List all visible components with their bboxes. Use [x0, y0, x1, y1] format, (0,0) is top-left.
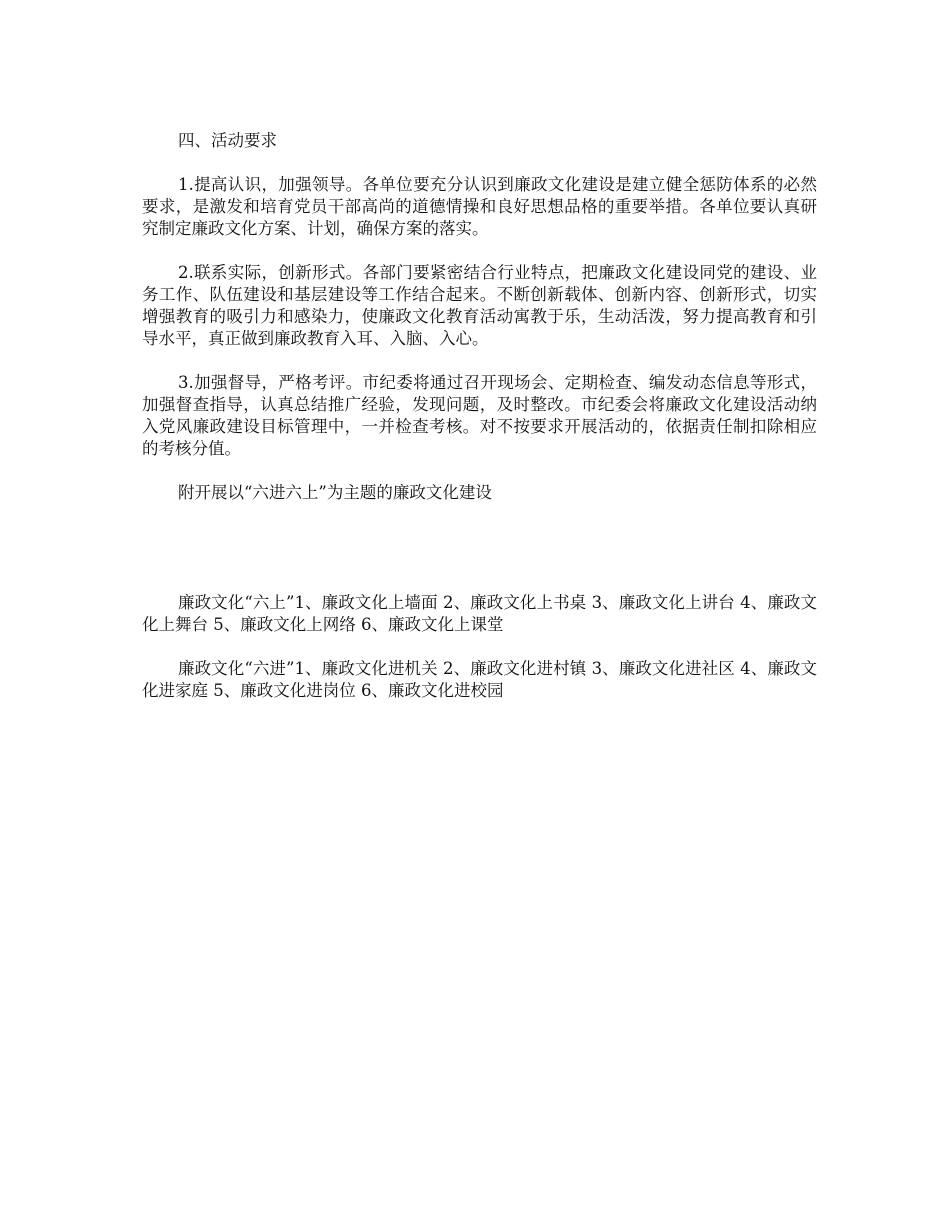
attachment-title: 附开展以“六进六上”为主题的廉政文化建设	[178, 483, 492, 502]
paragraph-requirement-3: 3.加强督导，严格考评。市纪委将通过召开现场会、定期检查、编发动态信息等形式，加强督查指导，认真总结推广经验，发现问题，及时整改。市纪委会将廉政文化建设活动纳入党风廉政建设目标管理中，一并检查考核。对不按要求开展活动的，依据责任制扣除相应的考核分值。	[142, 373, 817, 458]
paragraph-requirement-1: 1.提高认识，加强领导。各单位要充分认识到廉政文化建设是建立健全惩防体系的必然要求，是激发和培育党员干部高尚的道德情操和良好思想品格的重要举措。各单位要认真研究制定廉政文化方案、计划，确保方案的落实。	[142, 175, 817, 238]
document-page	[142, 130, 817, 702]
list-six-up: 廉政文化“六上”1、廉政文化上墙面 2、廉政文化上书桌 3、廉政文化上讲台 4、廉政文化上舞台 5、廉政文化上网络 6、廉政文化上课堂	[142, 593, 817, 634]
section-heading: 四、活动要求	[178, 131, 277, 150]
paragraph-requirement-2: 2.联系实际，创新形式。各部门要紧密结合行业特点，把廉政文化建设同党的建设、业务工作、队伍建设和基层建设等工作结合起来。不断创新载体、创新内容、创新形式，切实增强教育的吸引力和感染力，使廉政文化教育活动寓教于乐，生动活泼，努力提高教育和引导水平，真正做到廉政教育入耳、入脑、入心。	[142, 263, 817, 348]
blank-space	[142, 504, 817, 592]
list-six-in: 廉政文化“六进”1、廉政文化进机关 2、廉政文化进村镇 3、廉政文化进社区 4、廉政文化进家庭 5、廉政文化进岗位 6、廉政文化进校园	[142, 659, 817, 700]
